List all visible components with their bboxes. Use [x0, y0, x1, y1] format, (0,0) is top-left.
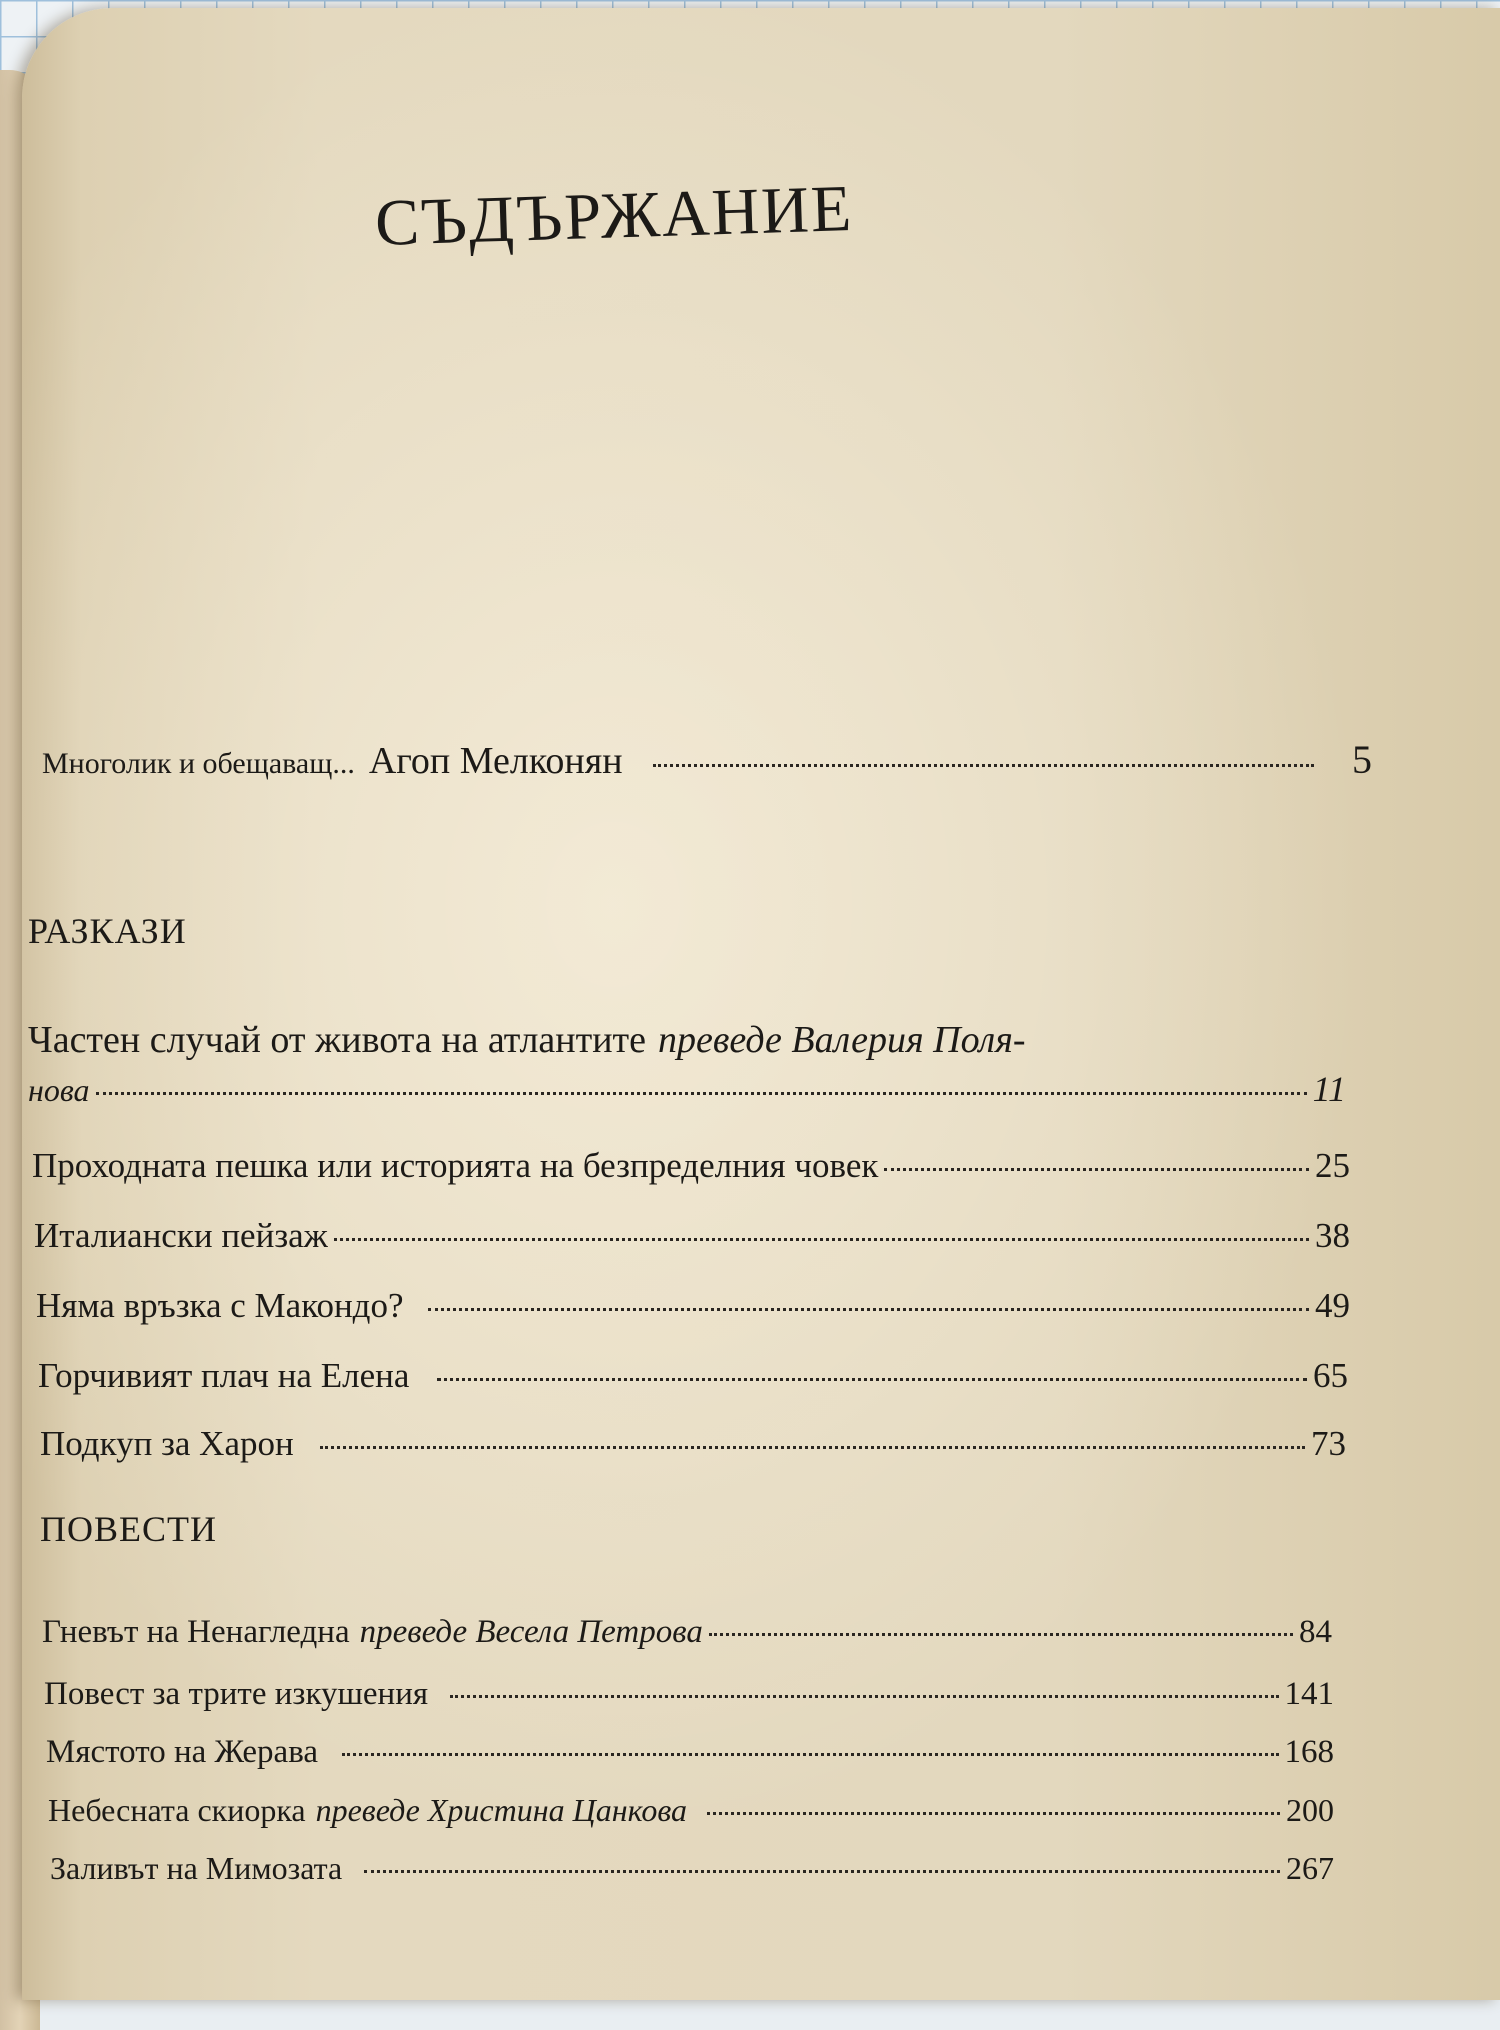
entry-title: Проходната пешка или историята на безпределния човек [32, 1146, 879, 1185]
page-number: 49 [1315, 1286, 1350, 1325]
section-heading-stories: РАЗКАЗИ [28, 911, 187, 951]
dot-leader [709, 1633, 1293, 1636]
entry-title: Горчивият плач на Елена [38, 1356, 410, 1395]
toc-entry [38, 1356, 1348, 1402]
dot-leader [428, 1308, 1309, 1311]
entry-title: Повест за трите изкушения [44, 1676, 429, 1712]
toc-entry-intro [42, 736, 1372, 782]
toc-entry-continuation [28, 1068, 1346, 1114]
page-number: 168 [1284, 1734, 1334, 1770]
entry-title: Частен случай от живота на атлантите [28, 1019, 647, 1061]
toc-entry [48, 1792, 1334, 1838]
page-number: 84 [1299, 1614, 1332, 1650]
entry-title: Подкуп за Харон [40, 1424, 294, 1463]
book-page [22, 8, 1500, 2000]
dot-leader [653, 764, 1314, 767]
entry-author: Агоп Мелконян [368, 740, 623, 782]
toc-entry [28, 1018, 1358, 1064]
dot-leader [450, 1695, 1278, 1698]
entry-title: Мястото на Жерава [46, 1734, 318, 1770]
dot-leader [320, 1446, 1305, 1449]
entry-translator: преведе Христина Цанкова [315, 1792, 688, 1828]
toc-entry [34, 1216, 1350, 1262]
entry-title: Гневът на Ненагледна [42, 1614, 350, 1650]
toc-entry [36, 1286, 1350, 1332]
page-number: 65 [1313, 1356, 1348, 1395]
entry-title: Многолик и обещаващ... [42, 747, 355, 780]
section-heading-novellas: ПОВЕСТИ [40, 1509, 217, 1549]
entry-title: Заливът на Мимозата [50, 1850, 343, 1886]
page-number: 5 [1352, 737, 1372, 782]
entry-title: Небесната скиорка [48, 1792, 306, 1828]
dot-leader [334, 1238, 1309, 1241]
page-number: 38 [1315, 1216, 1350, 1255]
toc-entry [40, 1424, 1346, 1470]
entry-title: Италиански пейзаж [34, 1216, 328, 1255]
toc-entry [42, 1614, 1332, 1660]
page-title: СЪДЪРЖАНИЕ [374, 171, 855, 260]
dot-leader [884, 1168, 1309, 1171]
dot-leader [364, 1870, 1280, 1873]
toc-entry [46, 1734, 1334, 1780]
entry-translator: преведе Весела Петрова [359, 1614, 703, 1650]
dot-leader [437, 1378, 1307, 1381]
entry-title: Няма връзка с Макондо? [36, 1286, 404, 1325]
dot-leader [707, 1812, 1280, 1815]
entry-translator-continuation: нова [28, 1072, 90, 1108]
dot-leader [96, 1092, 1307, 1095]
toc-entry [32, 1146, 1350, 1192]
page-number: 141 [1284, 1676, 1334, 1712]
page-number: 267 [1286, 1850, 1334, 1886]
toc-entry [50, 1850, 1334, 1896]
entry-translator: преведе Валерия Поля- [658, 1019, 1026, 1061]
page-number: 200 [1286, 1792, 1334, 1828]
page-number: 25 [1315, 1146, 1350, 1185]
page-number: 73 [1311, 1424, 1346, 1463]
toc-entry [44, 1676, 1334, 1722]
dot-leader [342, 1753, 1279, 1756]
page-number: 11 [1312, 1069, 1346, 1109]
